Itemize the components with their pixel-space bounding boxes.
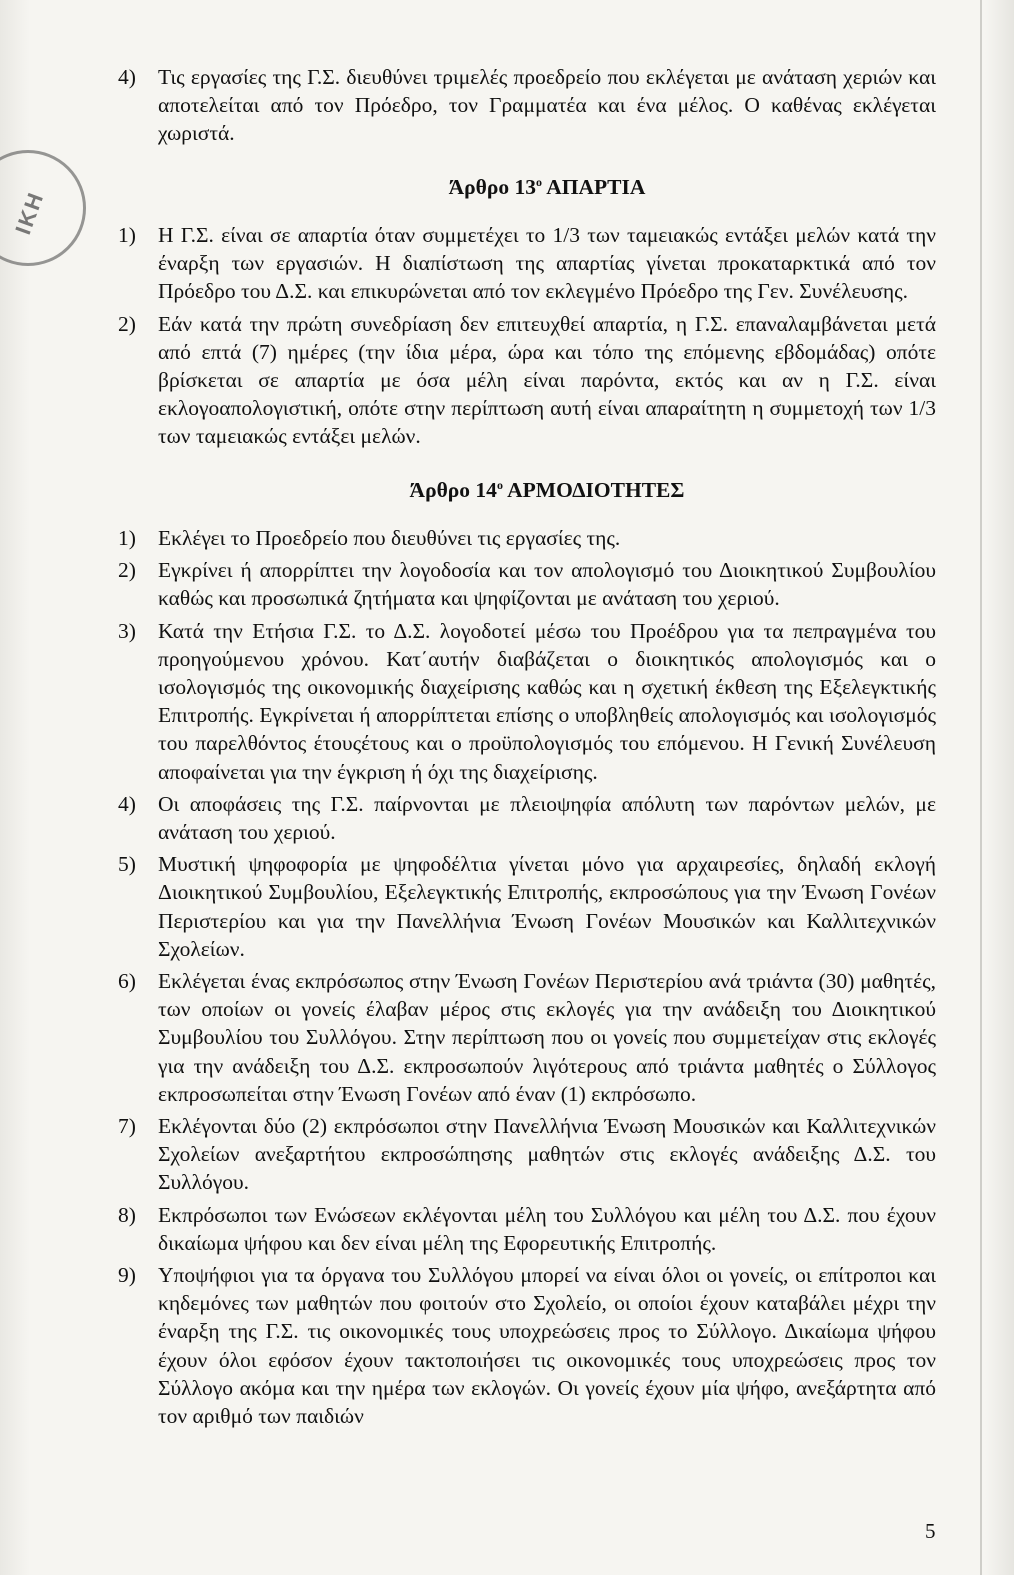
item-text: Κατά την Ετήσια Γ.Σ. το Δ.Σ. λογοδοτεί μέσω του Προέδρου για τα πεπραγμένα του προηγούμενου χρόνου. Κατ΄αυτήν διαβάζεται ο διοικητικός απολογισμός και ο ισολογισμός της οικονομικής διαχείρισης καθώς και η σχετική έκθεση της Εξελεγκτικής Επιτροπής. Εγκρίνεται ή απορρίπτεται επίσης ο υποβληθείς απολογισμός και ισολογισμός του παρελθόντος έτουςέτους και ο προϋπολογισμός του επόμενου. Η Γενική Συνέλευση αποφαίνεται για την έγκριση ή όχι της διαχείρισης. xyxy=(158,618,936,784)
item-number: 7) xyxy=(118,1114,136,1139)
item-number: 1) xyxy=(118,222,136,247)
item-number: 2) xyxy=(118,558,136,583)
article-13-title-suffix: ΑΠΑΡΤΙΑ xyxy=(542,174,646,199)
list-item xyxy=(118,1261,936,1430)
list-item xyxy=(118,310,936,451)
item-text: Υποψήφιοι για τα όργανα του Συλλόγου μπορεί να είναι όλοι οι γονείς, οι επίτροποι και κηδεμόνες των μαθητών που φοιτούν στο Σχολείο, οι οποίοι έχουν καταβάλει μέχρι την έναρξη της Γ.Σ. τις οικονομικές τους υποχρεώσεις προς το Σύλλογο. Δικαίωμα ψήφου έχουν όλοι εφόσον έχουν τακτοποιήσει τις οικονομικές τους υποχρεώσεις προς τον Σύλλογο ακόμα και την ημέρα των εκλογών. Οι γονείς έχουν μία ψήφο, ανεξάρτητα από τον αριθμό των παιδιών xyxy=(158,1263,936,1429)
list-item xyxy=(118,221,936,306)
list-item xyxy=(118,1201,936,1257)
item-number: 8) xyxy=(118,1202,136,1227)
stamp-text: ΙΚΗ xyxy=(10,187,49,238)
article-13-title-prefix: Άρθρο 13 xyxy=(448,174,537,199)
item-text: Εκπρόσωποι των Ενώσεων εκλέγονται μέλη του Συλλόγου και μέλη του Δ.Σ. που έχουν δικαίωμα ψήφου και δεν είναι μέλη της Εφορευτικής Επιτροπής. xyxy=(158,1202,936,1255)
page-number: 5 xyxy=(925,1519,936,1543)
list-item xyxy=(118,790,936,846)
article-14-items xyxy=(118,524,936,1430)
article-14-title-prefix: Άρθρο 14 xyxy=(409,477,497,502)
item-number: 4) xyxy=(118,791,136,816)
list-item xyxy=(118,524,936,552)
item-number: 1) xyxy=(118,525,136,550)
list-item xyxy=(118,1112,936,1197)
item-text: Μυστική ψηφοφορία με ψηφοδέλτια γίνεται μόνο για αρχαιρεσίες, δηλαδή εκλογή Διοικητικού Συμβουλίου, Εξελεγκτικής Επιτροπής, εκπροσώπους για την Ένωση Γονέων Περιστερίου και για την Πανελλήνια Ένωση Γονέων Μουσικών και Καλλιτεχνικών Σχολείων. xyxy=(158,852,936,961)
item-text: Εκλέγει το Προεδρείο που διευθύνει τις εργασίες της. xyxy=(158,525,621,550)
item-text: Εγκρίνει ή απορρίπτει την λογοδοσία και τον απολογισμό του Διοικητικού Συμβουλίου καθώς και προσωπικά ζητήματα και ψηφίζονται με ανάταση του χεριού. xyxy=(158,558,936,611)
list-item xyxy=(118,967,936,1108)
item-number: 2) xyxy=(118,311,136,336)
article-14-heading xyxy=(158,471,936,504)
article-14-title-suffix: ΑΡΜΟΔΙΟΤΗΤΕΣ xyxy=(502,477,685,502)
article-13-title-sup: ο xyxy=(536,174,543,189)
item-text: Εάν κατά την πρώτη συνεδρίαση δεν επιτευχθεί απαρτία, η Γ.Σ. επαναλαμβάνεται μετά από επτά (7) ημέρες (την ίδια μέρα, ώρα και τόπο της επόμενης εβδομάδας) οπότε βρίσκεται σε απαρτία με όσα μέλη είναι παρόντα, εκτός και αν η Γ.Σ. είναι εκλογοαπολογιστική, οπότε στην περίπτωση αυτή είναι απαραίτητη η συμμετοχή των 1/3 των ταμειακώς εντάξει μελών. xyxy=(158,311,936,449)
list-item xyxy=(118,617,936,786)
item-number: 6) xyxy=(118,969,136,993)
item-text: Η Γ.Σ. είναι σε απαρτία όταν συμμετέχει το 1/3 των ταμειακώς εντάξει μελών κατά την έναρξη των εργασιών. Η διαπίστωση της απαρτίας γίνεται προκαταρκτικά από τον Πρόεδρο του Δ.Σ. και επικυρώνεται από τον εκλεγμένο Πρόεδρο της Γεν. Συνέλευσης. xyxy=(158,222,936,304)
list-item xyxy=(118,850,936,963)
item-number: 9) xyxy=(118,1263,136,1288)
article-13-items xyxy=(118,221,936,451)
item-text: Εκλέγονται δύο (2) εκπρόσωποι στην Πανελλήνια Ένωση Μουσικών και Καλλιτεχνικών Σχολείων ανεξαρτήτου εκπροσώπησης μαθητών στις εκλογές ανάδειξης Δ.Σ. του Συλλόγου. xyxy=(158,1114,936,1195)
item-text: Οι αποφάσεις της Γ.Σ. παίρνονται με πλειοψηφία απόλυτη των παρόντων μελών, με ανάταση του χεριού. xyxy=(158,791,936,844)
list-item xyxy=(118,556,936,612)
item-number: 5) xyxy=(118,852,136,877)
item-text: Τις εργασίες της Γ.Σ. διευθύνει τριμελές προεδρείο που εκλέγεται με ανάταση χεριών και αποτελείται από τον Πρόεδρο, τον Γραμματέα και ένα μέλος. Ο καθένας εκλέγεται χωριστά. xyxy=(158,65,936,146)
document-body xyxy=(118,63,936,1434)
item-text: Εκλέγεται ένας εκπρόσωπος στην Ένωση Γονέων Περιστερίου ανά τριάντα (30) μαθητές, των οποίων οι γονείς έλαβαν μέρος στις εκλογές για την ανάδειξη του Διοικητικού Συμβουλίου του Συλλόγου. Στην περίπτωση που οι γονείς που συμμετείχαν στις εκλογές για την ανάδειξη του Δ.Σ. εκπροσωπούν λιγότερους από τριάντα μαθητές ο Σύλλογος εκπροσωπείται στην Ένωση Γονέων από έναν (1) εκπρόσωπο. xyxy=(158,969,936,1106)
item-number: 3) xyxy=(118,618,136,643)
article-13-heading xyxy=(158,168,936,201)
item-number: 4) xyxy=(118,65,136,89)
list-item xyxy=(118,63,936,148)
scan-edge-line xyxy=(980,0,982,1575)
article-14-title-sup: ο xyxy=(496,477,503,492)
